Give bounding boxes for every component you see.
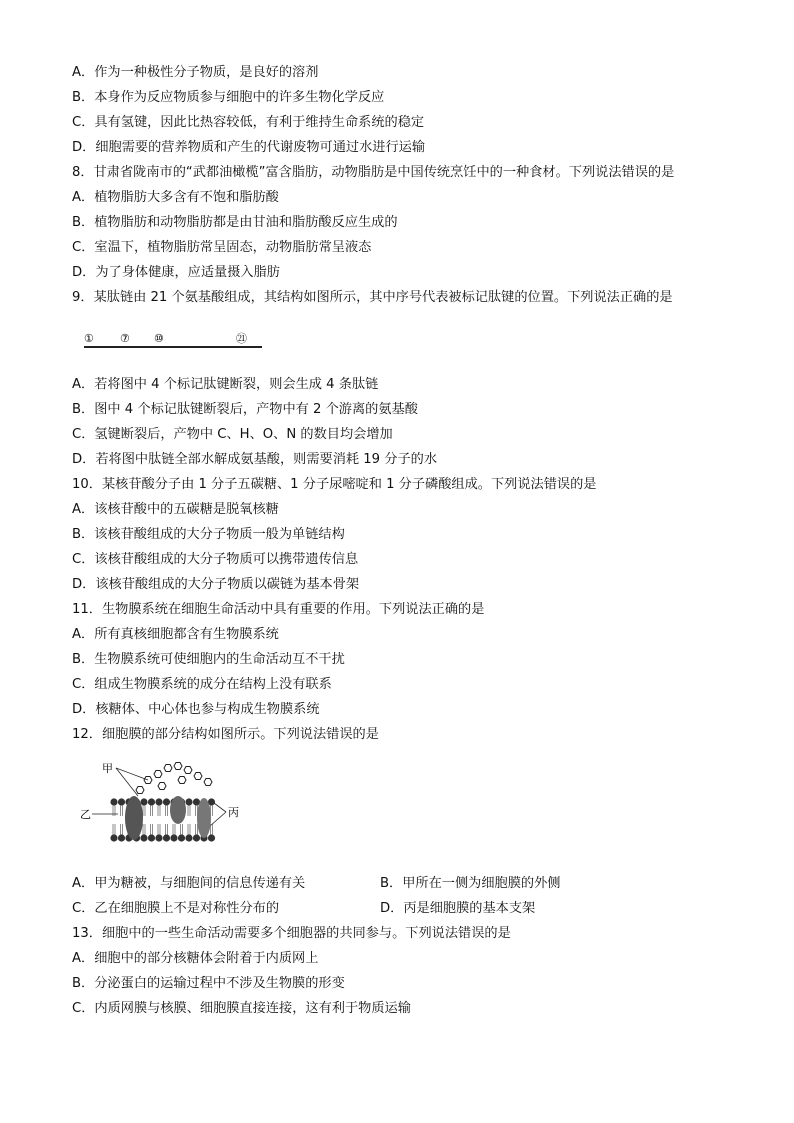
phospholipid-tail [188, 806, 190, 817]
q11-option-b: B．生物膜系统可使细胞内的生命活动互不干扰 [72, 652, 345, 667]
sugar-bead [174, 763, 182, 770]
phospholipid-tail [166, 824, 168, 835]
q9-option-c: C．氢键断裂后，产物中 C、H、O、N 的数目均会增加 [72, 427, 393, 442]
q7-option-a: A．作为一种极性分子物质，是良好的溶剂 [72, 65, 319, 80]
label-bing: 丙 [228, 806, 239, 819]
phospholipid-head [155, 798, 162, 805]
phospholipid-tail [121, 806, 123, 817]
phospholipid-tail [181, 824, 183, 835]
phospholipid-head [185, 798, 192, 805]
phospholipid-tail [211, 824, 213, 835]
q12-option-d: D．丙是细胞膜的基本支架 [380, 901, 536, 916]
sugar-bead [184, 767, 192, 774]
sugar-bead [154, 771, 162, 778]
q9-option-d: D．若将图中肽链全部水解成氨基酸，则需要消耗 19 分子的水 [72, 452, 438, 467]
phospholipid-tail [151, 824, 153, 835]
phospholipid-head [178, 834, 185, 841]
sugar-bead [178, 777, 186, 784]
phospholipid-head [110, 798, 117, 805]
q11-option-c: C．组成生物膜系统的成分在结构上没有联系 [72, 677, 332, 692]
q11-stem: 11．生物膜系统在细胞生命活动中具有重要的作用。下列说法正确的是 [72, 602, 485, 617]
phospholipid-head [148, 834, 155, 841]
q13-option-b: B．分泌蛋白的运输过程中不涉及生物膜的形变 [72, 976, 345, 991]
phospholipid-tail [143, 806, 145, 817]
phospholipid-head [170, 834, 177, 841]
q13-option-a: A．细胞中的部分核糖体会附着于内质网上 [72, 951, 319, 966]
cell-membrane-figure [78, 756, 248, 864]
peptide-label-1: ① [84, 332, 94, 345]
peptide-label-7: ⑦ [120, 332, 130, 345]
q7-option-d: D．细胞需要的营养物质和产生的代谢废物可通过水进行运输 [72, 140, 426, 155]
q9-stem: 9．某肽链由 21 个氨基酸组成，其结构如图所示，其中序号代表被标记肽键的位置。下列说法正确的是 [72, 290, 673, 305]
phospholipid-head [148, 798, 155, 805]
phospholipid-tail [158, 824, 160, 835]
q8-stem: 8．甘肃省陇南市的“武都油橄榄”富含脂肪，动物脂肪是中国传统烹饪中的一种食材。下列说法错误的是 [72, 165, 675, 180]
phospholipid-tail [158, 806, 160, 817]
q12-option-a: A．甲为糖被，与细胞间的信息传递有关 [72, 876, 306, 891]
q7-option-b: B．本身作为反应物质参与细胞中的许多生物化学反应 [72, 90, 385, 105]
q11-option-a: A．所有真核细胞都含有生物膜系统 [72, 627, 279, 642]
peptide-label-10: ⑩ [154, 332, 164, 345]
phospholipid-tail [121, 824, 123, 835]
label-jia: 甲 [102, 762, 113, 775]
phospholipid-head [118, 834, 125, 841]
phospholipid-head [185, 834, 192, 841]
phospholipid-head [155, 834, 162, 841]
q10-option-c: C．该核苷酸组成的大分子物质可以携带遗传信息 [72, 552, 359, 567]
q13-option-c: C．内质网膜与核膜、细胞膜直接连接，这有利于物质运输 [72, 1001, 411, 1016]
q10-option-b: B．该核苷酸组成的大分子物质一般为单链结构 [72, 527, 345, 542]
sugar-bead [204, 779, 212, 786]
q9-option-b: B．图中 4 个标记肽键断裂后，产物中有 2 个游离的氨基酸 [72, 402, 418, 417]
phospholipid-head [163, 834, 170, 841]
phospholipid-head [163, 798, 170, 805]
phospholipid-tail [166, 806, 168, 817]
phospholipid-tail [188, 824, 190, 835]
phospholipid-head [208, 834, 215, 841]
q10-option-a: A．该核苷酸中的五碳糖是脱氧核糖 [72, 502, 279, 517]
q9-option-a: A．若将图中 4 个标记肽键断裂，则会生成 4 条肽链 [72, 377, 379, 392]
q12-stem: 12．细胞膜的部分结构如图所示。下列说法错误的是 [72, 727, 379, 742]
membrane-protein-2 [170, 796, 186, 824]
q8-option-d: D．为了身体健康，应适量摄入脂肪 [72, 265, 280, 280]
phospholipid-head [110, 834, 117, 841]
phospholipid-tail [143, 824, 145, 835]
sugar-bead [194, 773, 202, 780]
q12-option-b: B．甲所在一侧为细胞膜的外侧 [380, 876, 561, 891]
q13-stem: 13．细胞中的一些生命活动需要多个细胞器的共同参与。下列说法错误的是 [72, 926, 511, 941]
sugar-bead [164, 765, 172, 772]
membrane-protein-1 [125, 796, 143, 840]
phospholipid-head [140, 834, 147, 841]
phospholipid-tail [173, 824, 175, 835]
q10-option-d: D．该核苷酸组成的大分子物质以碳链为基本骨架 [72, 577, 360, 592]
phospholipid-head [140, 798, 147, 805]
phospholipid-tail [196, 824, 198, 835]
label-yi: 乙 [80, 808, 91, 821]
peptide-label-21: ㉑ [236, 332, 247, 345]
phospholipid-tail [113, 806, 115, 817]
phospholipid-tail [151, 806, 153, 817]
q8-option-a: A．植物脂肪大多含有不饱和脂肪酸 [72, 190, 279, 205]
sugar-bead [136, 787, 144, 794]
sugar-bead [158, 783, 166, 790]
q10-stem: 10．某核苷酸分子由 1 分子五碳糖、1 分子尿嘧啶和 1 分子磷酸组成。下列说法错误的是 [72, 477, 597, 492]
phospholipid-head [193, 834, 200, 841]
membrane-protein-3 [197, 798, 211, 838]
q7-option-c: C．具有氢键，因此比热容较低，有利于维持生命系统的稳定 [72, 115, 425, 130]
q12-option-c: C．乙在细胞膜上不是对称性分布的 [72, 901, 280, 916]
q11-option-d: D．核糖体、中心体也参与构成生物膜系统 [72, 702, 320, 717]
q8-option-c: C．室温下，植物脂肪常呈固态，动物脂肪常呈液态 [72, 240, 372, 255]
q8-option-b: B．植物脂肪和动物脂肪都是由甘油和脂肪酸反应生成的 [72, 215, 398, 230]
peptide-chain-figure [84, 330, 264, 358]
phospholipid-tail [113, 824, 115, 835]
phospholipid-head [118, 798, 125, 805]
